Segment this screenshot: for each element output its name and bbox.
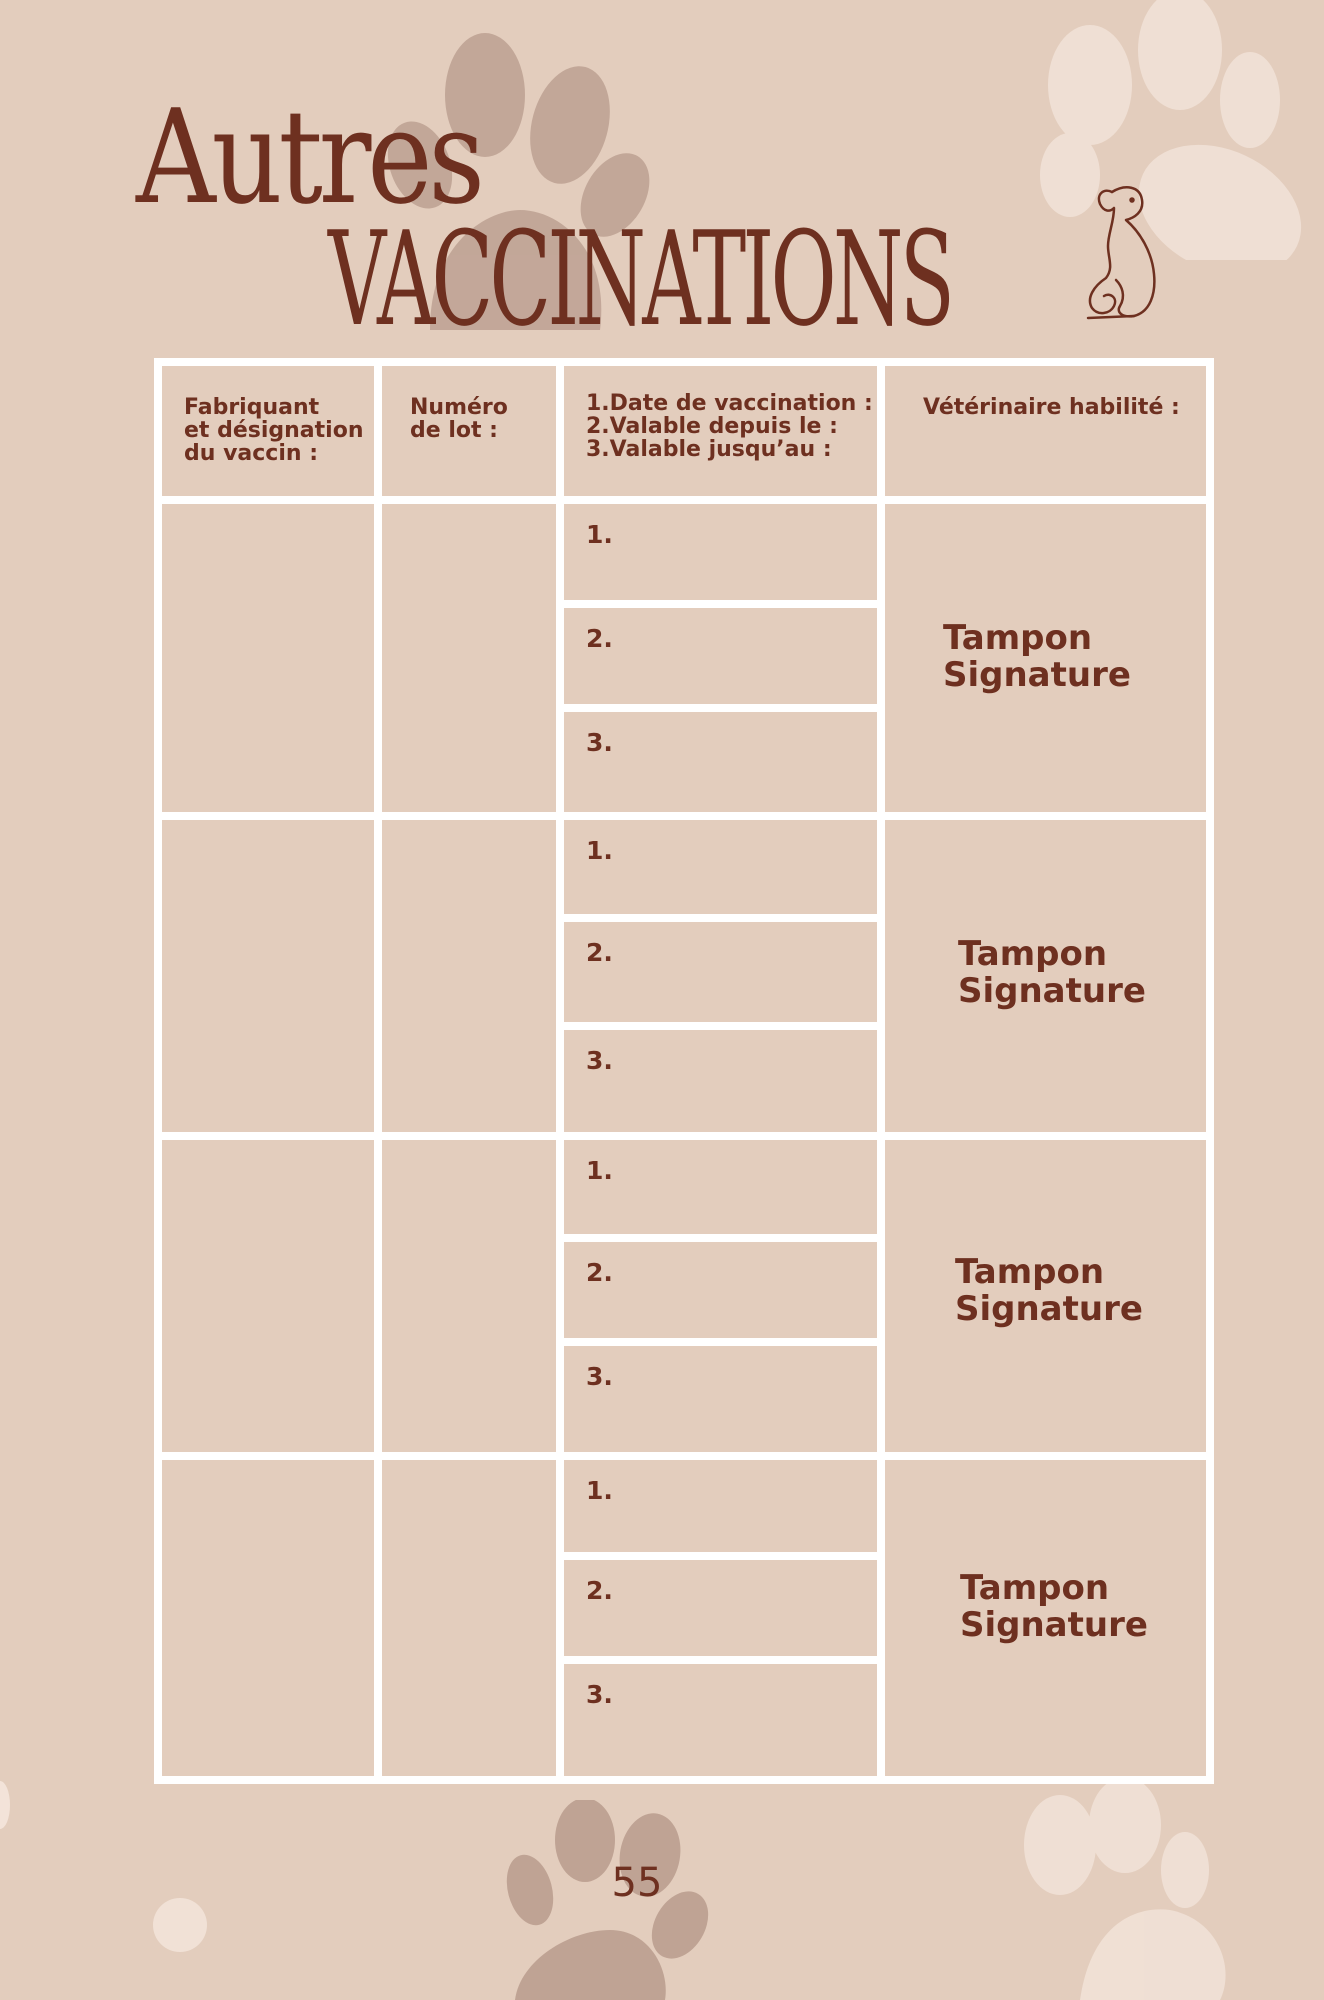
manufacturer-cell[interactable] <box>162 1140 374 1452</box>
date-label-2: 2. <box>586 624 613 653</box>
header-dates-cell <box>564 366 877 496</box>
date-cell-1[interactable] <box>564 820 877 914</box>
dog-outline-icon <box>1070 182 1170 324</box>
paw-print-icon <box>1020 0 1324 260</box>
page-number: 55 <box>611 1860 663 1906</box>
paw-print-icon <box>1020 1780 1324 2000</box>
header-manufacturer: Fabriquant et désignation du vaccin : <box>184 395 364 466</box>
date-label-3: 3. <box>586 1680 613 1709</box>
date-cell-3[interactable] <box>564 712 877 812</box>
date-cell-3[interactable] <box>564 1030 877 1132</box>
date-label-1: 1. <box>586 836 613 865</box>
manufacturer-cell[interactable] <box>162 820 374 1132</box>
date-label-2: 2. <box>586 1576 613 1605</box>
date-label-1: 1. <box>586 1476 613 1505</box>
date-label-1: 1. <box>586 520 613 549</box>
header-vet-cell <box>885 366 1206 496</box>
date-cell-2[interactable] <box>564 922 877 1022</box>
header-dates: 1.Date de vaccination : 2.Valable depuis le : 3.Valable jusqu’au : <box>586 391 873 462</box>
lot-cell[interactable] <box>382 504 556 812</box>
stamp-signature-label: Tampon Signature <box>960 1568 1148 1645</box>
paw-print-icon <box>0 1780 14 1830</box>
date-label-3: 3. <box>586 1046 613 1075</box>
vet-stamp-cell[interactable] <box>885 1460 1206 1776</box>
vet-stamp-cell[interactable] <box>885 1140 1206 1452</box>
date-cell-2[interactable] <box>564 1560 877 1656</box>
date-cell-1[interactable] <box>564 504 877 600</box>
stamp-signature-label: Tampon Signature <box>958 934 1146 1011</box>
lot-cell[interactable] <box>382 1460 556 1776</box>
date-label-3: 3. <box>586 728 613 757</box>
vet-stamp-cell[interactable] <box>885 820 1206 1132</box>
vaccination-table <box>154 358 1214 1784</box>
date-label-2: 2. <box>586 938 613 967</box>
title-vaccinations: VACCINATIONS <box>328 203 952 355</box>
lot-cell[interactable] <box>382 1140 556 1452</box>
vet-stamp-cell[interactable] <box>885 504 1206 812</box>
date-cell-3[interactable] <box>564 1346 877 1452</box>
title-autres: Autres <box>136 81 481 233</box>
header-lot: Numéro de lot : <box>410 395 508 443</box>
date-cell-1[interactable] <box>564 1140 877 1234</box>
manufacturer-cell[interactable] <box>162 1460 374 1776</box>
stamp-signature-label: Tampon Signature <box>943 618 1131 695</box>
date-label-2: 2. <box>586 1258 613 1287</box>
date-label-1: 1. <box>586 1156 613 1185</box>
paw-print-icon <box>150 1895 210 1955</box>
header-lot-cell <box>382 366 556 496</box>
date-cell-2[interactable] <box>564 608 877 704</box>
stamp-signature-label: Tampon Signature <box>955 1252 1143 1329</box>
lot-cell[interactable] <box>382 820 556 1132</box>
date-cell-2[interactable] <box>564 1242 877 1338</box>
header-manufacturer-cell <box>162 366 374 496</box>
manufacturer-cell[interactable] <box>162 504 374 812</box>
date-label-3: 3. <box>586 1362 613 1391</box>
header-vet: Vétérinaire habilité : <box>923 395 1180 420</box>
date-cell-3[interactable] <box>564 1664 877 1776</box>
date-cell-1[interactable] <box>564 1460 877 1552</box>
